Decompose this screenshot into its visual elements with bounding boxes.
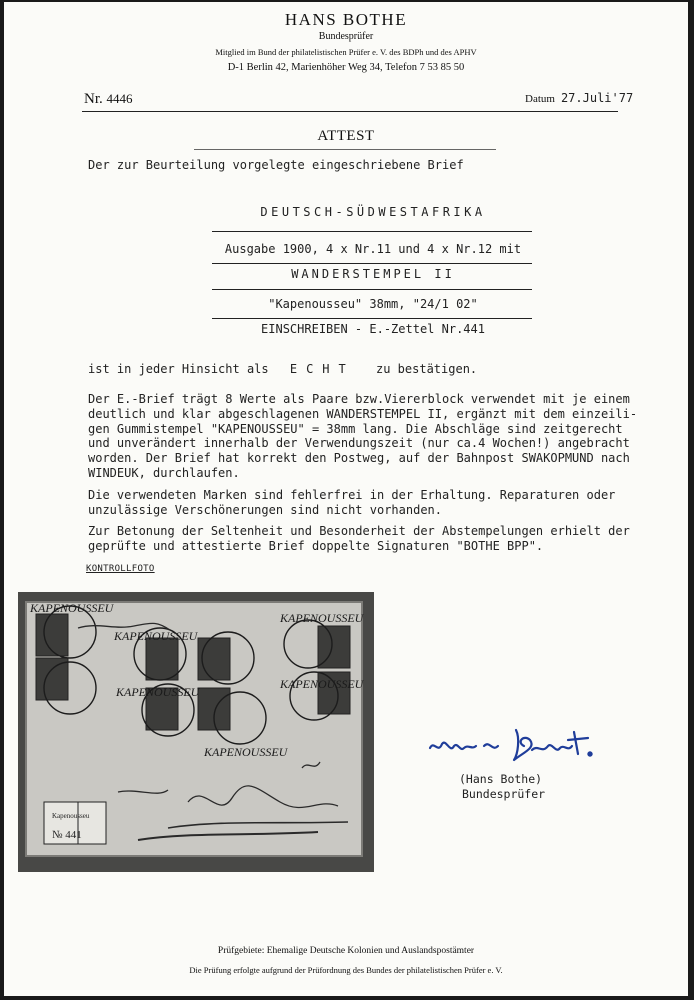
signer-role: Bundesprüfer: [462, 787, 546, 801]
echt-word: ECHT: [289, 362, 355, 376]
photo-stamp-text: KAPENOUSSEU: [280, 611, 364, 625]
nr-value: 4446: [106, 91, 133, 106]
nr-label: Nr.: [84, 91, 103, 107]
intro-text: Der zur Beurteilung vorgelegte eingeschriebene Brief: [88, 158, 464, 172]
photo-registration-number: № 441: [52, 829, 82, 841]
membership-line: Mitglied im Bund der philatelistischen Prüfer e. V. des BDPh und des APHV: [215, 47, 477, 57]
detail-cancel: WANDERSTEMPEL II: [291, 267, 455, 281]
address-line: D-1 Berlin 42, Marienhöher Weg 34, Telefon 7 53 85 50: [227, 62, 465, 73]
date-label: Datum: [525, 93, 555, 105]
certificate-date: [525, 91, 633, 106]
paragraph-line: gen Gummistempel "KAPENOUSSEU" = 38mm lang. Die Abschläge sind zeitgerecht: [88, 421, 623, 436]
photo-registration-label: Kapenousseu: [52, 812, 90, 820]
paragraph-line: Zur Betonung der Seltenheit und Besonderheit der Abstempelungen erhielt der: [88, 524, 630, 538]
footer-scope: Prüfgebiete: Ehemalige Deutsche Kolonien und Auslandspostämter: [217, 946, 475, 956]
photo-stamp-text: KAPENOUSSEU: [280, 677, 364, 691]
examiner-title: Bundesprüfer: [318, 31, 374, 42]
detail-divider: [212, 289, 532, 290]
photo-stamp-text: KAPENOUSSEU: [114, 629, 198, 643]
handwritten-signature: [424, 724, 604, 768]
paragraph-line: unzulässige Verschönerungen sind nicht vorhanden.: [88, 502, 443, 517]
certificate-sheet: [4, 2, 688, 996]
detail-divider: [212, 318, 532, 319]
examiner-name: HANS BOTHE: [284, 10, 408, 29]
control-photo-label: KONTROLLFOTO: [86, 564, 155, 574]
certificate-number: [84, 91, 133, 108]
paragraph-line: Die verwendeten Marken sind fehlerfrei in der Erhaltung. Reparaturen oder: [88, 488, 616, 502]
signer-name: (Hans Bothe): [459, 772, 543, 786]
echt-before: ist in jeder Hinsicht als: [88, 362, 269, 376]
detail-territory: DEUTSCH-SÜDWESTAFRIKA: [260, 205, 486, 219]
date-value: 27.Juli'77: [560, 91, 634, 105]
paragraph-line: und unverändert innerhalb der Verwendungszeit (nur ca.4 Wochen!) angebracht: [88, 436, 630, 451]
paragraph-condition: [88, 488, 650, 518]
title-divider: [194, 149, 496, 150]
echt-after: zu bestätigen.: [376, 362, 478, 376]
photo-stamp-text: KAPENOUSSEU: [30, 601, 114, 615]
detail-divider: [212, 231, 532, 232]
paragraph-line: deutlich und klar abgeschlagenen WANDERSTEMPEL II, ergänzt mit dem einzeili-: [88, 406, 638, 421]
photo-stamp-text: KAPENOUSSEU: [204, 745, 288, 759]
control-photo: [18, 592, 374, 872]
paragraph-line: worden. Der Brief hat korrekt den Postweg, auf der Bahnpost SWAKOPMUND nach: [88, 451, 630, 466]
paragraph-line: Der E.-Brief trägt 8 Werte als Paare bzw.Viererblock verwendet mit je einem: [88, 392, 630, 406]
document-title: ATTEST: [317, 128, 375, 144]
detail-issue: Ausgabe 1900, 4 x Nr.11 und 4 x Nr.12 mit: [224, 242, 522, 256]
paragraph-postal-route: [88, 392, 650, 481]
detail-postmark: "Kapenousseu" 38mm, "24/1 02": [268, 297, 478, 311]
footer-rules: Die Prüfung erfolgte aufgrund der Prüfordnung des Bundes der philatelistischen Prüfer e. V.: [189, 965, 503, 975]
echt-line: [88, 362, 477, 376]
photo-stamp-text: KAPENOUSSEU: [116, 685, 200, 699]
paragraph-line: WINDEUK, durchlaufen.: [88, 465, 240, 480]
detail-registration: EINSCHREIBEN - E.-Zettel Nr.441: [261, 322, 485, 336]
header-divider: [82, 111, 618, 112]
paragraph-line: geprüfte und attestierte Brief doppelte Signaturen "BOTHE BPP".: [88, 538, 544, 553]
detail-divider: [212, 263, 532, 264]
paragraph-signatures: [88, 524, 650, 554]
